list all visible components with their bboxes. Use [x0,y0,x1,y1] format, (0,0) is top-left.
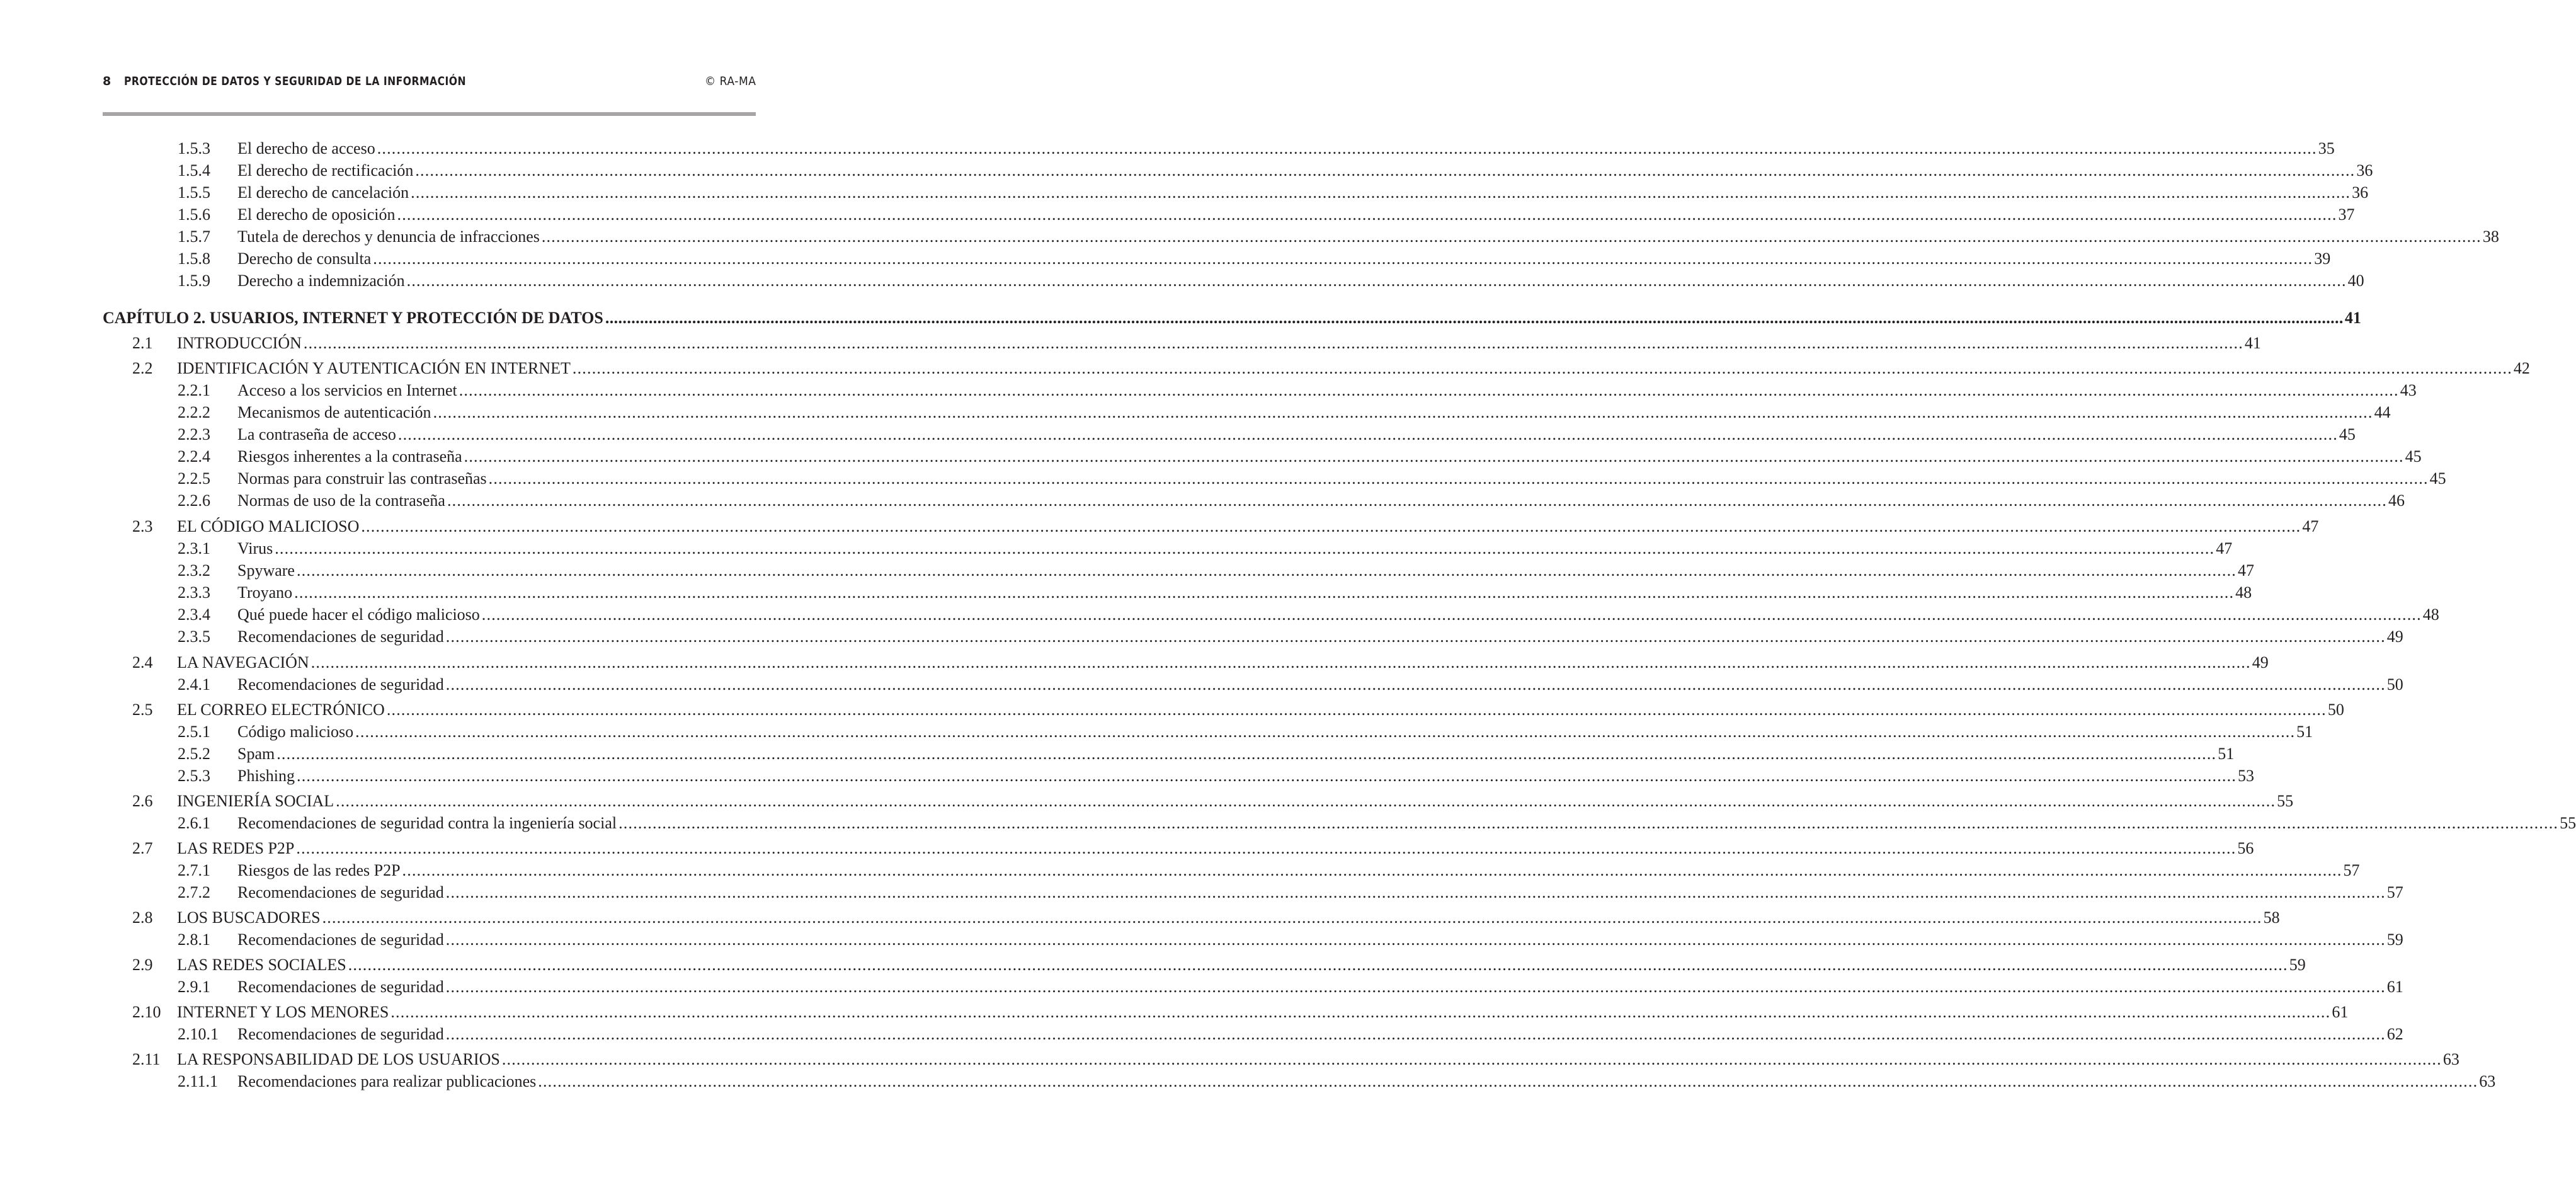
toc-entry-number: 2.3.1 [178,539,210,557]
dot-leader: ................................................................................................................................................................................................................................................................................................................................................................................................................ [311,653,2251,672]
toc-entry [132,516,2319,537]
toc-entry-number: 2.10 [132,1003,161,1021]
publisher-mark: © RA-MA [704,74,756,88]
toc-entry [178,490,2405,512]
toc-entry-number: 2.2.4 [178,447,210,466]
toc-entry-title: LAS REDES P2P [177,839,295,857]
toc-entry-page: 41 [2344,309,2361,327]
toc-entry [132,358,2530,379]
toc-entry-number: 2.3.5 [178,627,210,646]
toc-entry-title: IDENTIFICACIÓN Y AUTENTICACIÓN EN INTERNET [177,359,571,377]
toc-entry [178,604,2439,626]
toc-entry [178,560,2254,581]
toc-entry-page: 36 [2356,161,2373,180]
toc-entry-number: 1.5.8 [178,249,210,268]
toc-entry-title: Recomendaciones de seguridad [237,883,444,901]
toc-entry-number: 2.5.3 [178,767,210,785]
toc-entry-title: Mecanismos de autenticación [237,403,431,421]
toc-entry-number: 2.2.3 [178,425,210,443]
dot-leader: ................................................................................................................................................................................................................................................................................................................................................................................................................ [541,227,2482,246]
toc-entry-number: 2.4 [132,653,153,672]
toc-entry-title: LAS REDES SOCIALES [177,956,346,974]
toc-entry [178,976,2403,998]
toc-entry-title: INTRODUCCIÓN [177,334,302,352]
toc-entry-page: 48 [2235,583,2252,602]
toc-entry-page: 47 [2216,539,2233,557]
dot-leader: ................................................................................................................................................................................................................................................................................................................................................................................................................ [415,161,2356,180]
toc-entry-title: Spam [237,745,275,763]
toc-entry-number: 2.3.4 [178,605,210,624]
toc-entry-page: 43 [2400,381,2417,399]
toc-entry-page: 40 [2347,272,2364,290]
toc-entry [178,582,2252,603]
toc-entry-title: Recomendaciones para realizar publicaciones [237,1072,537,1090]
dot-leader: ................................................................................................................................................................................................................................................................................................................................................................................................................ [303,334,2243,352]
dot-leader: ................................................................................................................................................................................................................................................................................................................................................................................................................ [336,792,2276,810]
toc-entry-title: Recomendaciones de seguridad contra la ingeniería social [237,814,617,832]
toc-entry-title: Recomendaciones de seguridad [237,675,444,694]
dot-leader: ................................................................................................................................................................................................................................................................................................................................................................................................................ [572,359,2512,377]
dot-leader: ................................................................................................................................................................................................................................................................................................................................................................................................................ [397,205,2337,224]
toc-entry-page: 63 [2479,1072,2496,1090]
toc-entry-page: 37 [2338,205,2355,224]
dot-leader: ................................................................................................................................................................................................................................................................................................................................................................................................................ [294,583,2235,602]
dot-leader: ................................................................................................................................................................................................................................................................................................................................................................................................................ [445,978,2386,996]
toc-entry-title: Phishing [237,767,295,785]
toc-entry [178,446,2422,467]
toc-entry-page: 46 [2388,491,2405,510]
toc-entry [178,674,2403,695]
toc-entry-number: 1.5.9 [178,272,210,290]
toc-entry-number: 2.6.1 [178,814,210,832]
dot-leader: ................................................................................................................................................................................................................................................................................................................................................................................................................ [373,249,2313,268]
toc-entry [178,402,2391,423]
toc-entry-title: LA RESPONSABILIDAD DE LOS USUARIOS [177,1050,500,1068]
toc-entry-title: CAPÍTULO 2. USUARIOS, INTERNET Y PROTECCIÓN DE DATOS [103,309,603,327]
toc-entry-title: EL CORREO ELECTRÓNICO [177,700,385,719]
toc-entry [178,138,2335,159]
toc-entry-page: 44 [2374,403,2391,421]
toc-entry-number: 2.5 [132,700,153,719]
dot-leader: ................................................................................................................................................................................................................................................................................................................................................................................................................ [488,469,2429,488]
toc-entry [132,333,2261,354]
toc-entry-title: INGENIERÍA SOCIAL [177,792,334,810]
toc-entry-title: El derecho de acceso [237,139,375,157]
toc-entry-title: LOS BUSCADORES [177,908,321,927]
toc-entry-title: EL CÓDIGO MALICIOSO [177,517,360,535]
toc-entry-title: Riesgos inherentes a la contraseña [237,447,462,466]
toc-entry [178,270,2364,292]
toc-entry [178,1024,2403,1045]
toc-entry-number: 1.5.4 [178,161,210,180]
toc-entry [178,538,2233,559]
toc-entry [178,226,2499,248]
dot-leader: ................................................................................................................................................................................................................................................................................................................................................................................................................ [397,425,2338,443]
dot-leader: ................................................................................................................................................................................................................................................................................................................................................................................................................ [618,814,2559,832]
toc-entry-page: 45 [2429,469,2446,488]
dot-leader: ................................................................................................................................................................................................................................................................................................................................................................................................................ [433,403,2373,421]
toc-entry-number: 2.3.2 [178,561,210,580]
toc-entry-page: 49 [2252,653,2269,672]
toc-entry-title: Recomendaciones de seguridad [237,978,444,996]
toc-entry-page: 42 [2513,359,2530,377]
toc-entry-title: Riesgos de las redes P2P [237,861,401,879]
toc-entry-page: 58 [2263,908,2280,927]
toc-entry-page: 63 [2442,1050,2459,1068]
toc-entry-number: 2.7 [132,839,153,857]
toc-entry-page: 61 [2332,1003,2349,1021]
dot-leader: ................................................................................................................................................................................................................................................................................................................................................................................................................ [501,1050,2442,1068]
dot-leader: ................................................................................................................................................................................................................................................................................................................................................................................................................ [445,675,2386,694]
toc-entry [132,699,2344,721]
toc-entry-number: 2.9.1 [178,978,210,996]
toc-entry-number: 2.4.1 [178,675,210,694]
toc-entry-number: 2.10.1 [178,1025,219,1043]
toc-entry [178,765,2255,787]
dot-leader: ................................................................................................................................................................................................................................................................................................................................................................................................................ [361,517,2301,535]
toc-entry-page: 53 [2238,767,2255,785]
toc-entry-page: 57 [2386,883,2403,901]
dot-leader: ................................................................................................................................................................................................................................................................................................................................................................................................................ [386,700,2327,719]
toc-entry [178,468,2446,489]
dot-leader: ................................................................................................................................................................................................................................................................................................................................................................................................................ [481,605,2422,624]
dot-leader: ................................................................................................................................................................................................................................................................................................................................................................................................................ [296,561,2237,580]
toc-entry-title: LA NAVEGACIÓN [177,653,309,672]
toc-entry-page: 55 [2560,814,2576,832]
page-number: 8 [103,74,111,88]
dot-leader: ................................................................................................................................................................................................................................................................................................................................................................................................................ [447,491,2387,510]
toc-entry [178,860,2360,881]
toc-entry [178,721,2313,743]
toc-entry-title: El derecho de cancelación [237,183,409,202]
toc-entry-title: La contraseña de acceso [237,425,396,443]
toc-entry [132,652,2269,673]
toc-entry [178,182,2369,203]
toc-entry-number: 2.7.2 [178,883,210,901]
toc-entry-number: 1.5.5 [178,183,210,202]
dot-leader: ................................................................................................................................................................................................................................................................................................................................................................................................................ [445,930,2386,949]
toc-entry-page: 45 [2405,447,2422,466]
toc-entry-title: Derecho a indemnización [237,272,405,290]
toc-entry-page: 59 [2386,930,2403,949]
toc-entry-page: 39 [2314,249,2331,268]
toc-entry [178,204,2355,226]
toc-entry-title: Recomendaciones de seguridad [237,930,444,949]
toc-entry-number: 1.5.7 [178,227,210,246]
dot-leader: ................................................................................................................................................................................................................................................................................................................................................................................................................ [297,767,2237,785]
toc-entry-number: 2.11.1 [178,1072,219,1090]
dot-leader: ................................................................................................................................................................................................................................................................................................................................................................................................................ [445,1025,2386,1043]
toc-entry-page: 36 [2352,183,2369,202]
toc-entry [132,954,2306,976]
toc-entry-number: 2.2.1 [178,381,210,399]
toc-entry-title: Troyano [237,583,293,602]
dot-leader: ................................................................................................................................................................................................................................................................................................................................................................................................................ [538,1072,2478,1090]
dot-leader: ................................................................................................................................................................................................................................................................................................................................................................................................................ [390,1003,2331,1021]
toc-entry-page: 55 [2277,792,2294,810]
toc-entry-page: 47 [2302,517,2319,535]
toc-entry-title: Tutela de derechos y denuncia de infracciones [237,227,540,246]
dot-leader: ................................................................................................................................................................................................................................................................................................................................................................................................................ [445,627,2386,646]
toc-entry-number: 2.2.2 [178,403,210,421]
toc-entry-page: 51 [2218,745,2235,763]
dot-leader: ................................................................................................................................................................................................................................................................................................................................................................................................................ [322,908,2262,927]
toc-entry-page: 61 [2386,978,2403,996]
toc-entry-title: Código malicioso [237,723,354,741]
toc-entry-number: 2.9 [132,956,153,974]
toc-entry-number: 2.8 [132,908,153,927]
toc-entry-page: 49 [2386,627,2403,646]
toc-entry-number: 2.6 [132,792,153,810]
toc-entry [132,838,2254,859]
toc-entry-title: Qué puede hacer el código malicioso [237,605,480,624]
dot-leader: ................................................................................................................................................................................................................................................................................................................................................................................................................ [464,447,2404,466]
toc-entry-title: El derecho de rectificación [237,161,414,180]
toc-entry-page: 50 [2327,700,2344,719]
toc-entry [178,929,2403,951]
toc-entry [178,160,2373,181]
toc-entry-number: 1.5.3 [178,139,210,157]
toc-entry-number: 2.1 [132,334,153,352]
toc-chapter-entry [103,307,2361,329]
toc-entry [178,743,2235,765]
toc-entry [132,907,2280,929]
toc-entry [178,626,2403,648]
dot-leader: ................................................................................................................................................................................................................................................................................................................................................................................................................ [445,883,2386,901]
dot-leader: ................................................................................................................................................................................................................................................................................................................................................................................................................ [605,309,2344,327]
toc-entry [178,248,2331,270]
toc-entry-page: 38 [2482,227,2499,246]
toc-entry-number: 2.11 [132,1050,161,1068]
toc-entry-title: Normas para construir las contraseñas [237,469,487,488]
toc-entry-title: Acceso a los servicios en Internet [237,381,457,399]
toc-entry-title: Derecho de consulta [237,249,372,268]
toc-entry-page: 62 [2386,1025,2403,1043]
toc-entry [132,791,2294,812]
toc-entry [178,380,2417,401]
dot-leader: ................................................................................................................................................................................................................................................................................................................................................................................................................ [402,861,2342,879]
running-title: PROTECCIÓN DE DATOS Y SEGURIDAD DE LA INFORMACIÓN [124,74,467,88]
dot-leader: ................................................................................................................................................................................................................................................................................................................................................................................................................ [348,956,2288,974]
toc-entry-page: 57 [2343,861,2360,879]
toc-entry-title: Recomendaciones de seguridad [237,1025,444,1043]
toc-entry-page: 41 [2244,334,2261,352]
toc-entry [178,424,2356,445]
toc-entry-number: 2.2.5 [178,469,210,488]
toc-entry-number: 1.5.6 [178,205,210,224]
toc-entry-page: 56 [2237,839,2254,857]
toc-entry-page: 59 [2289,956,2306,974]
toc-entry-title: Normas de uso de la contraseña [237,491,445,510]
toc-entry-title: Virus [237,539,273,557]
toc-entry-number: 2.2.6 [178,491,210,510]
toc-entry-number: 2.3 [132,517,153,535]
toc-entry-number: 2.8.1 [178,930,210,949]
toc-entry-title: El derecho de oposición [237,205,396,224]
toc-entry-page: 45 [2339,425,2356,443]
toc-entry-page: 48 [2422,605,2439,624]
toc-entry [132,1049,2459,1070]
dot-leader: ................................................................................................................................................................................................................................................................................................................................................................................................................ [276,745,2217,763]
toc-entry-title: INTERNET Y LOS MENORES [177,1003,389,1021]
dot-leader: ................................................................................................................................................................................................................................................................................................................................................................................................................ [411,183,2351,202]
dot-leader: ................................................................................................................................................................................................................................................................................................................................................................................................................ [296,839,2237,857]
dot-leader: ................................................................................................................................................................................................................................................................................................................................................................................................................ [459,381,2399,399]
toc-entry [178,813,2576,834]
toc-entry-number: 2.7.1 [178,861,210,879]
toc-entry-page: 51 [2296,723,2313,741]
toc-entry-number: 2.5.1 [178,723,210,741]
toc-entry-page: 50 [2386,675,2403,694]
toc-entry-number: 2.3.3 [178,583,210,602]
toc-entry-title: Spyware [237,561,295,580]
toc-entry [178,1071,2496,1092]
toc-entry [132,1002,2349,1023]
toc-entry-title: Recomendaciones de seguridad [237,627,444,646]
toc-entry-number: 2.2 [132,359,153,377]
dot-leader: ................................................................................................................................................................................................................................................................................................................................................................................................................ [406,272,2347,290]
toc-entry-page: 47 [2237,561,2254,580]
dot-leader: ................................................................................................................................................................................................................................................................................................................................................................................................................ [377,139,2317,157]
dot-leader: ................................................................................................................................................................................................................................................................................................................................................................................................................ [275,539,2215,557]
toc-entry-number: 2.5.2 [178,745,210,763]
toc-entry-page: 35 [2318,139,2335,157]
dot-leader: ................................................................................................................................................................................................................................................................................................................................................................................................................ [355,723,2296,741]
toc-entry [178,882,2403,903]
